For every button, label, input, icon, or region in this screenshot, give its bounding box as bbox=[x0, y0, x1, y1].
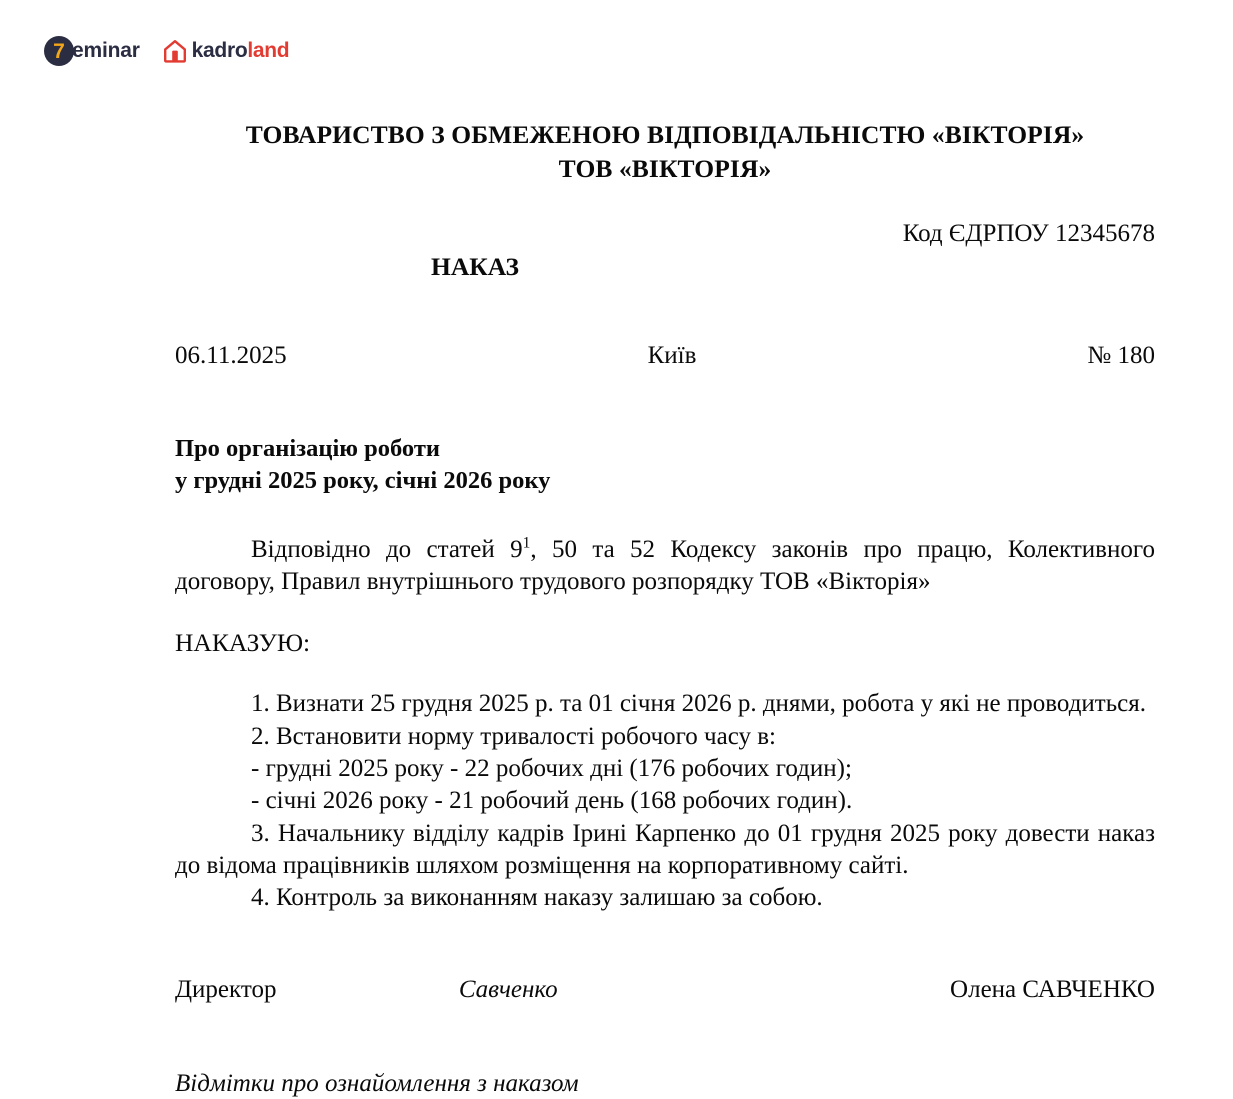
handwritten-signature: Савченко bbox=[458, 975, 558, 1003]
preamble-text-part1: Відповідно до статей 9 bbox=[251, 535, 523, 563]
order-item: 2. Встановити норму тривалості робочого часу в: bbox=[251, 722, 776, 750]
organization-title bbox=[175, 118, 1155, 185]
document-city: Київ bbox=[647, 341, 697, 369]
document-date: 06.11.2025 bbox=[175, 341, 287, 369]
order-item: - грудні 2025 року - 22 робочих дні (176 робочих годин); bbox=[251, 754, 852, 782]
document-number: № 180 bbox=[1087, 341, 1155, 369]
document-subject-line2: у грудні 2025 року, січні 2026 року bbox=[175, 467, 551, 495]
document-type-heading: НАКАЗ bbox=[431, 252, 519, 282]
signature-row bbox=[175, 975, 1155, 1005]
order-item: - січні 2026 року - 21 робочий день (168 робочих годин). bbox=[251, 787, 853, 815]
edrpou-code: Код ЄДРПОУ 12345678 bbox=[902, 220, 1155, 248]
order-verb: НАКАЗУЮ: bbox=[175, 627, 311, 657]
organization-title-line1: ТОВАРИСТВО З ОБМЕЖЕНОЮ ВІДПОВІДАЛЬНІСТЮ «ВІКТОРІЯ» bbox=[245, 120, 1085, 149]
signatory-name: Олена САВЧЕНКО bbox=[950, 975, 1155, 1003]
acknowledgement-note: Відмітки про ознайомлення з наказом bbox=[175, 1069, 579, 1097]
order-item: 4. Контроль за виконанням наказу залишаю за собою. bbox=[251, 884, 823, 912]
seminar-wordmark: eminar bbox=[72, 39, 140, 62]
kadroland-word-accent: land bbox=[247, 39, 290, 62]
document-subject bbox=[175, 433, 1155, 498]
seminar-digit: 7 bbox=[53, 39, 65, 63]
preamble-text-part2: , 50 та 52 Кодексу законів про працю, Колективного договору, Правил внутрішнього трудового розпорядку ТОВ «Вікторія» bbox=[175, 535, 1155, 595]
organization-title-line2: ТОВ «ВІКТОРІЯ» bbox=[558, 153, 772, 183]
document-subject-line1: Про організацію роботи bbox=[175, 434, 440, 462]
preamble-superscript: 1 bbox=[522, 534, 531, 552]
order-item: 1. Визнати 25 грудня 2025 р. та 01 січня 2026 р. днями, робота у які не проводиться. bbox=[251, 690, 1146, 718]
document-meta-row bbox=[175, 341, 1155, 371]
order-item: 3. Начальнику відділу кадрів Ірині Карпенко до 01 грудня 2025 року довести наказ до відома працівників шляхом розміщення на корпоративному сайті. bbox=[175, 819, 1155, 880]
preamble-paragraph bbox=[175, 534, 1155, 598]
order-items-list bbox=[175, 688, 1155, 915]
kadroland-word-dark: kadro bbox=[191, 39, 248, 62]
signatory-role: Директор bbox=[175, 975, 277, 1003]
